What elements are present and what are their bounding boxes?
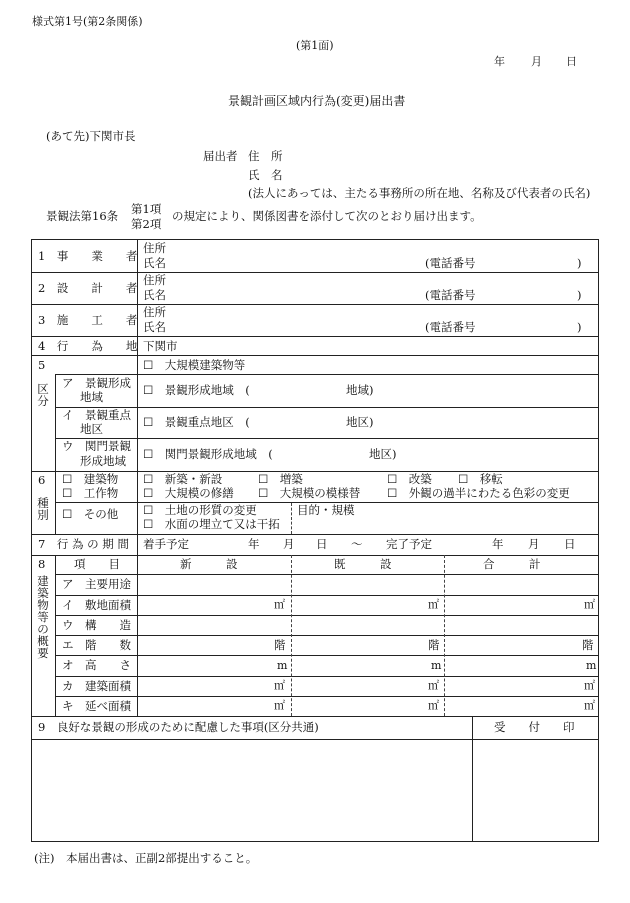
structure-checkbox[interactable]: ☐ 工作物 — [62, 486, 119, 500]
building-area-existing-unit: ㎡ — [428, 679, 439, 692]
large-remodel-checkbox[interactable]: ☐ 大規模の模様替 — [258, 486, 361, 500]
header-item: 項 目 — [74, 557, 120, 571]
period-tilde: ～ — [351, 537, 363, 551]
height-existing-unit: m — [431, 659, 442, 672]
item-total-floor-area-label: キ 延べ面積 — [62, 699, 131, 713]
footnote: (注) 本届出書は、正副2部提出すること。 — [34, 851, 258, 865]
section5-i-suffix: 地区) — [346, 415, 374, 429]
header-total: 合 計 — [483, 557, 541, 571]
large-building-checkbox[interactable]: ☐ 大規模建築物等 — [143, 358, 246, 372]
law-reference: 景観法第16条 — [46, 209, 119, 223]
row3-name-label: 氏名 — [143, 320, 166, 334]
item-site-area-label: イ 敷地面積 — [62, 598, 131, 612]
section6-number: 6 — [38, 473, 46, 487]
end-year-label: 年 — [492, 537, 504, 551]
item-structure-label: ウ 構 造 — [62, 618, 131, 632]
landscape-consideration-field[interactable] — [32, 740, 472, 841]
header-existing: 既 設 — [334, 557, 392, 571]
section8-number: 8 — [38, 557, 46, 571]
section5-a-label-2: 地域 — [80, 390, 103, 404]
site-area-existing-unit: ㎡ — [428, 598, 439, 611]
large-repair-checkbox[interactable]: ☐ 大規模の修繕 — [143, 486, 234, 500]
reception-stamp-label: 受 付 印 — [494, 720, 575, 734]
row-site-value: 下関市 — [143, 339, 178, 353]
row1-name-label: 氏名 — [143, 256, 166, 270]
section5-a-label-1: ア 景観形成 — [62, 376, 131, 390]
row3-phone-close: ) — [577, 320, 582, 334]
start-year-label: 年 — [248, 537, 260, 551]
floors-new-unit: 階 — [274, 638, 286, 652]
extension-checkbox[interactable]: ☐ 増築 — [258, 472, 303, 486]
section8-vertical-label: 建 築 物 等 の 概 要 — [37, 574, 49, 661]
item-main-use-label: ア 主要用途 — [62, 577, 131, 591]
start-planned-label: 着手予定 — [143, 537, 189, 551]
landscape-consideration-label: 9 良好な景観の形成のために配慮した事項(区分共通) — [38, 720, 319, 734]
reception-stamp-area — [473, 740, 598, 841]
section5-vertical-label: 区 分 — [37, 382, 49, 409]
page-label: (第1面) — [296, 39, 334, 52]
relocation-checkbox[interactable]: ☐ 移転 — [458, 472, 503, 486]
period-label: 7 行 為 の 期 間 — [38, 537, 129, 551]
total-floor-area-new-unit: ㎡ — [274, 699, 285, 712]
new-construction-checkbox[interactable]: ☐ 新築・新設 — [143, 472, 223, 486]
section5-i-label-2: 地区 — [80, 422, 103, 436]
water-reclamation-checkbox[interactable]: ☐ 水面の埋立て又は干拓 — [143, 517, 280, 531]
row2-address-label: 住所 — [143, 273, 166, 287]
row1-phone-close: ) — [577, 256, 582, 270]
form-number: 様式第1号(第2条関係) — [32, 15, 143, 28]
header-new: 新 設 — [180, 557, 238, 571]
applicant-label: 届出者 — [203, 149, 238, 163]
landscape-formation-area-checkbox[interactable]: ☐ 景観形成地域 ( — [143, 383, 250, 397]
section6-vertical-label: 種 別 — [37, 496, 49, 523]
start-day-label: 日 — [316, 537, 328, 551]
purpose-scale-label: 目的・規模 — [297, 503, 355, 517]
row3-phone-label: (電話番号 — [425, 320, 476, 334]
landscape-priority-district-checkbox[interactable]: ☐ 景観重点地区 ( — [143, 415, 250, 429]
section5-i-label-1: イ 景観重点 — [62, 408, 131, 422]
item-floors-label: エ 階 数 — [62, 638, 131, 652]
row-business-operator-label: 1 事 業 者 — [38, 249, 138, 263]
other-checkbox[interactable]: ☐ その他 — [62, 507, 119, 521]
height-total-unit: m — [586, 659, 597, 672]
item-height-label: オ 高 さ — [62, 658, 131, 672]
clause-text: の規定により、関係図書を添付して次のとおり届け出ます。 — [172, 209, 482, 223]
site-area-new-unit: ㎡ — [274, 598, 285, 611]
applicant-address-label: 住 所 — [248, 149, 283, 163]
height-new-unit: m — [277, 659, 288, 672]
building-checkbox[interactable]: ☐ 建築物 — [62, 472, 119, 486]
floors-existing-unit: 階 — [428, 638, 440, 652]
section5-a-suffix: 地域) — [346, 383, 374, 397]
color-change-checkbox[interactable]: ☐ 外観の過半にわたる色彩の変更 — [387, 486, 570, 500]
building-area-total-unit: ㎡ — [584, 679, 595, 692]
end-planned-label: 完了予定 — [386, 537, 432, 551]
floors-total-unit: 階 — [582, 638, 594, 652]
total-floor-area-total-unit: ㎡ — [584, 699, 595, 712]
total-floor-area-existing-unit: ㎡ — [428, 699, 439, 712]
start-month-label: 月 — [283, 537, 295, 551]
row2-phone-label: (電話番号 — [425, 288, 476, 302]
end-day-label: 日 — [564, 537, 576, 551]
item-building-area-label: カ 建築面積 — [62, 679, 131, 693]
row-site-label: 4 行 為 地 — [38, 339, 138, 353]
rebuild-checkbox[interactable]: ☐ 改築 — [387, 472, 432, 486]
date-day-label: 日 — [566, 55, 577, 68]
section5-u-label-2: 形成地域 — [80, 454, 126, 468]
applicant-name-label: 氏 名 — [248, 168, 283, 182]
building-area-new-unit: ㎡ — [274, 679, 285, 692]
date-month-label: 月 — [531, 55, 542, 68]
row1-address-label: 住所 — [143, 241, 166, 255]
row-contractor-label: 3 施 工 者 — [38, 313, 138, 327]
date-year-label: 年 — [494, 55, 505, 68]
applicant-note: (法人にあっては、主たる事務所の所在地、名称及び代表者の氏名) — [248, 186, 591, 200]
row2-phone-close: ) — [577, 288, 582, 302]
end-month-label: 月 — [528, 537, 540, 551]
row3-address-label: 住所 — [143, 305, 166, 319]
form-title: 景観計画区域内行為(変更)届出書 — [228, 94, 406, 108]
section5-u-label-1: ウ 関門景観 — [62, 439, 131, 453]
section5-number: 5 — [38, 358, 46, 372]
addressee: (あて先)下関市長 — [46, 129, 136, 143]
clause-item-1: 第1項 — [131, 202, 162, 216]
row-designer-label: 2 設 計 者 — [38, 281, 138, 295]
row2-name-label: 氏名 — [143, 288, 166, 302]
land-alteration-checkbox[interactable]: ☐ 土地の形質の変更 — [143, 503, 257, 517]
site-area-total-unit: ㎡ — [584, 598, 595, 611]
kanmon-landscape-area-checkbox[interactable]: ☐ 関門景観形成地域 ( — [143, 447, 273, 461]
section5-u-suffix: 地区) — [369, 447, 397, 461]
row1-phone-label: (電話番号 — [425, 256, 476, 270]
clause-item-2: 第2項 — [131, 217, 162, 231]
